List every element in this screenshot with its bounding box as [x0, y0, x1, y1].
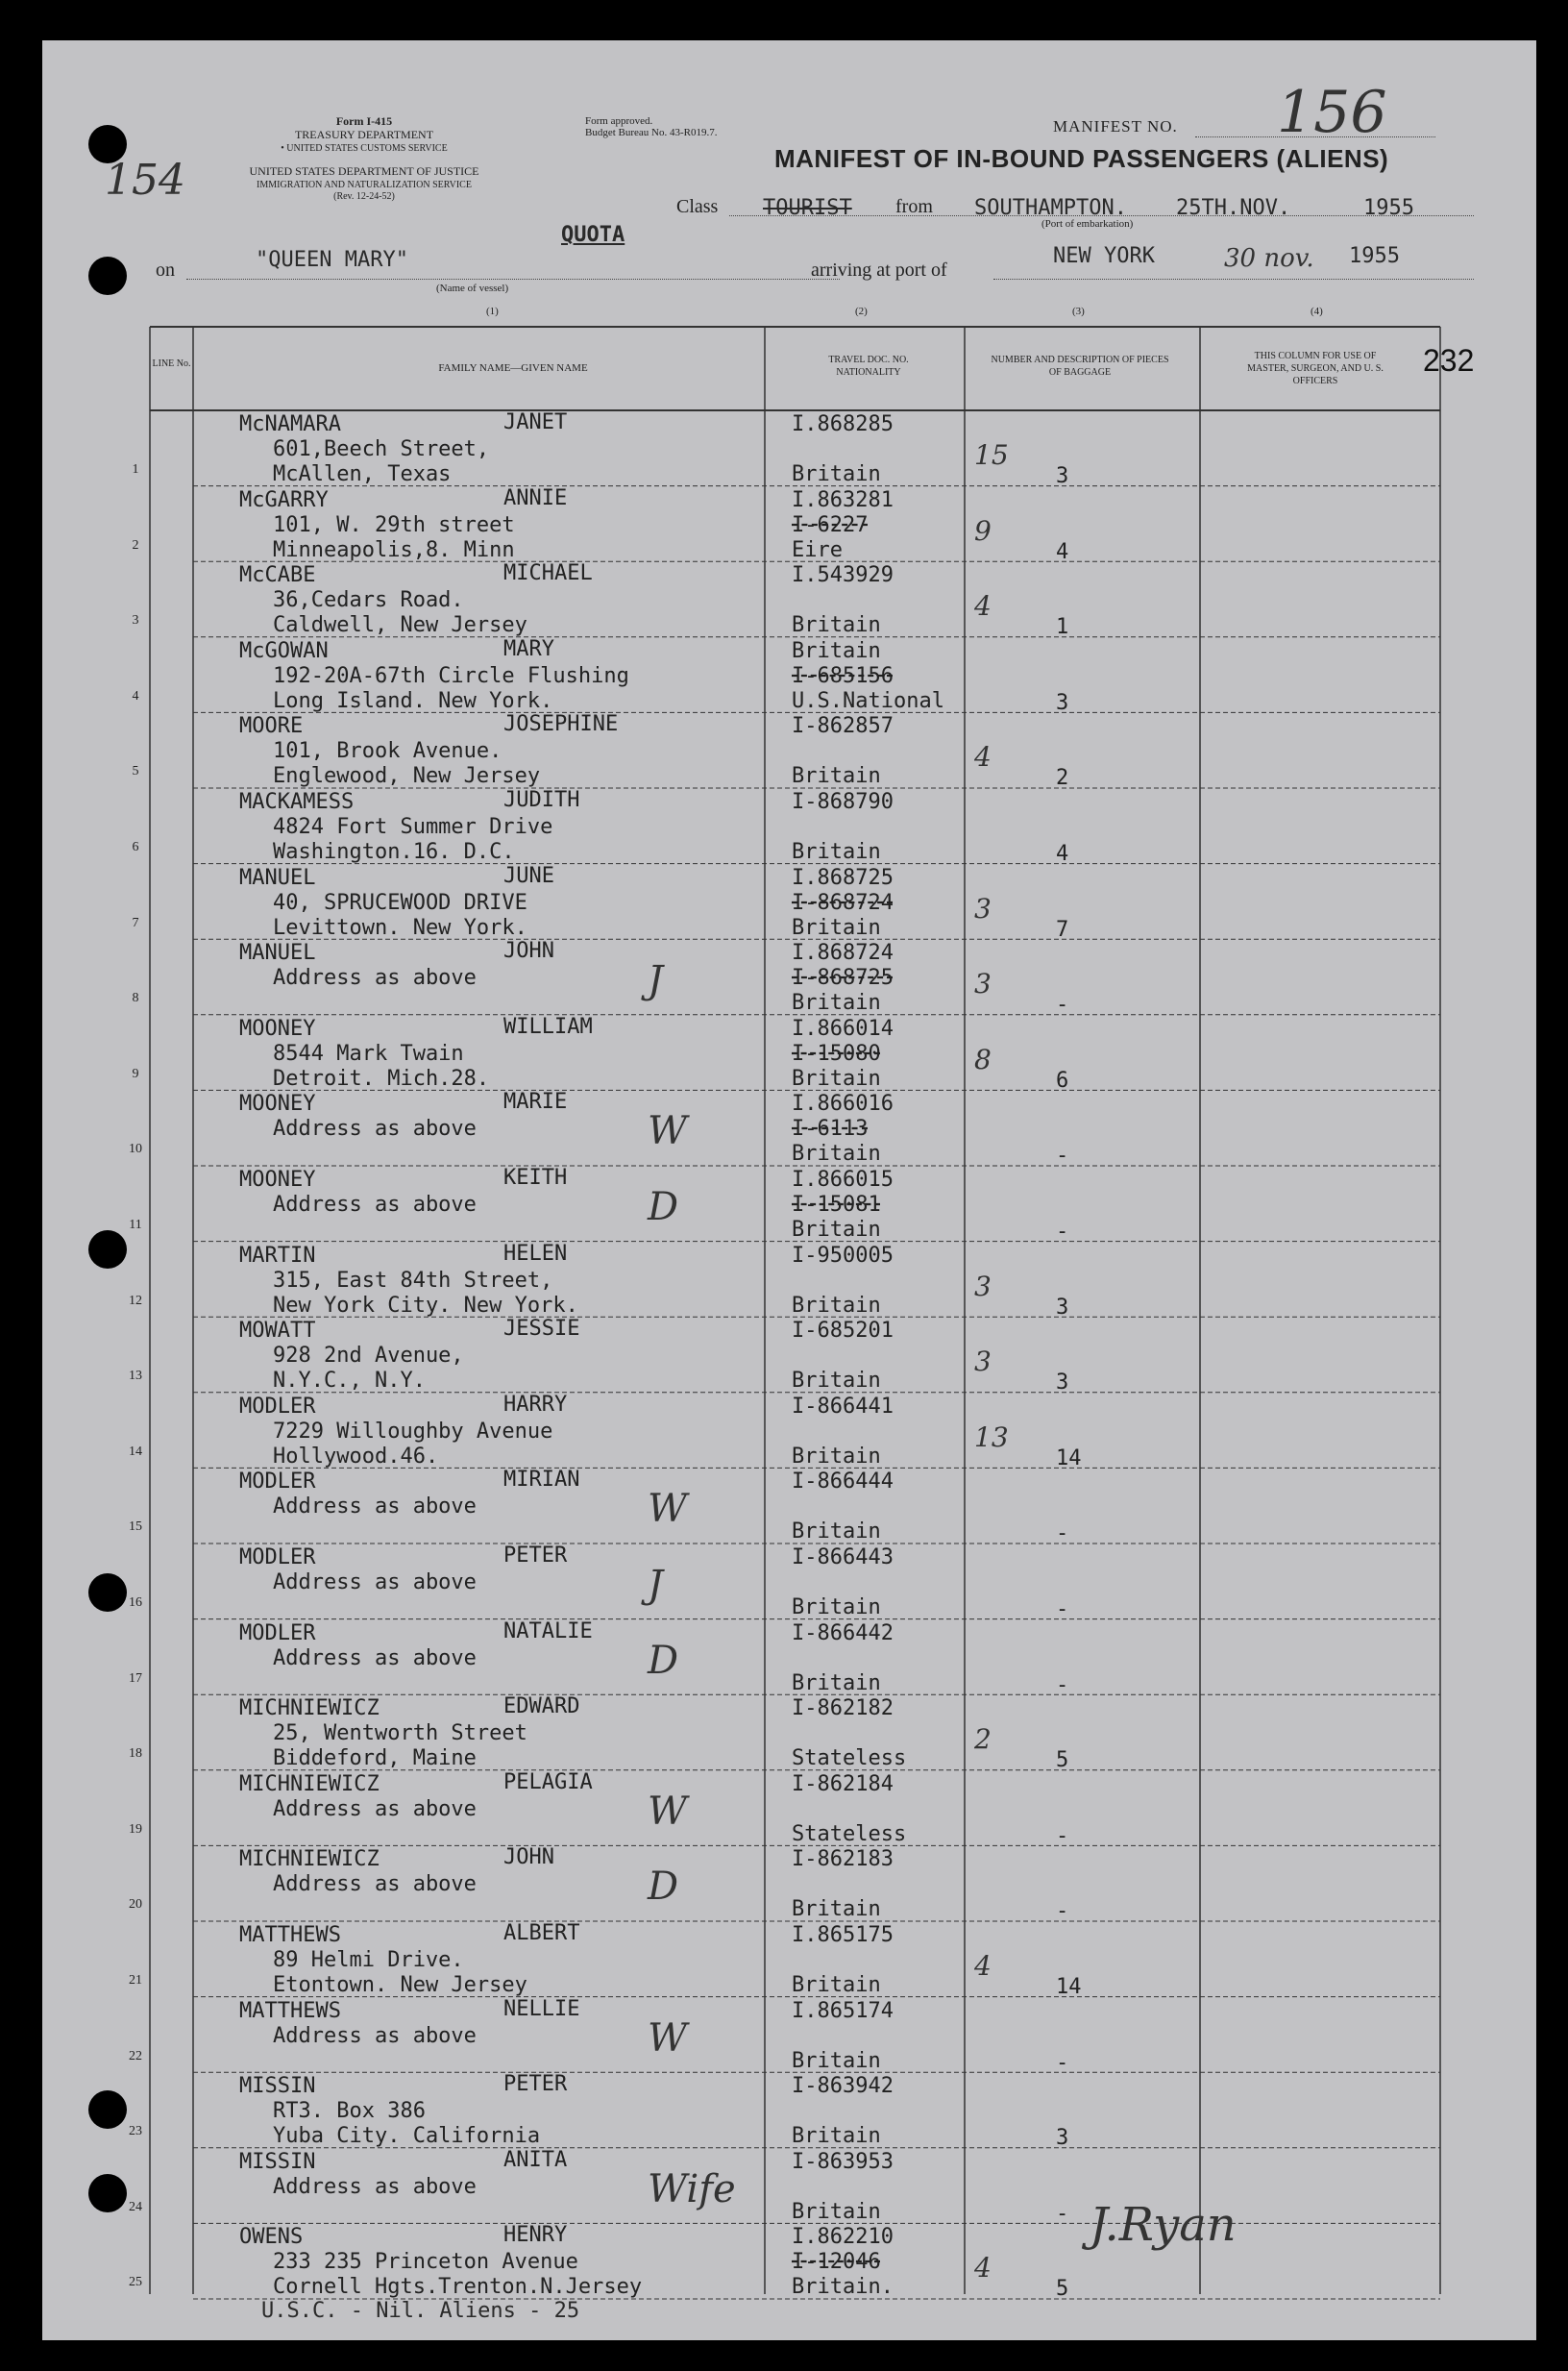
address-line-2: Cornell Hgts.Trenton.N.Jersey [273, 2275, 643, 2300]
baggage-count: 13 [974, 1420, 1009, 1453]
family-name: MODLER [239, 1470, 316, 1494]
arriving-port: NEW YORK [1053, 244, 1155, 268]
address-line-1: 36,Cedars Road. [273, 588, 464, 613]
table-row [42, 486, 1536, 562]
baggage-pieces: - [1056, 1823, 1069, 1848]
vessel-name: "QUEEN MARY" [256, 248, 408, 272]
travel-doc-number: I.865175 [792, 1923, 894, 1947]
given-name: PETER [503, 1544, 568, 1568]
given-name: KEITH [503, 1166, 568, 1190]
given-name: JUDITH [503, 788, 580, 812]
family-name: MACKAMESS [239, 790, 355, 814]
given-name: JUNE [503, 863, 554, 888]
line-number: 17 [129, 1670, 142, 1686]
relation-mark: Wife [648, 2166, 736, 2211]
line-number: 19 [129, 1821, 142, 1837]
baggage-count: 4 [974, 590, 992, 623]
family-name: MARTIN [239, 1243, 316, 1268]
travel-doc-number: Britain [792, 638, 881, 663]
table-row [42, 1544, 1536, 1619]
address-line-1: 25, Wentworth Street [273, 1721, 527, 1746]
baggage-pieces: 14 [1056, 1445, 1082, 1470]
address-line-2: Levittown. New York. [273, 915, 527, 940]
travel-doc-number-2: I-6227 [792, 512, 869, 537]
given-name: MARIE [503, 1090, 568, 1115]
baggage-pieces: 14 [1056, 1975, 1082, 1999]
col-number-2: (2) [855, 306, 868, 317]
address-line-1: Address as above [273, 2023, 477, 2048]
baggage-count: 4 [974, 741, 992, 774]
address-line-1: RT3. Box 386 [273, 2099, 426, 2124]
address-line-2: Hollywood.46. [273, 1444, 439, 1469]
footer-summary: U.S.C. - Nil. Aliens - 25 [261, 2299, 580, 2323]
nationality: Britain [792, 840, 881, 864]
manifest-page [42, 40, 1536, 2340]
address-line-1: Address as above [273, 1796, 477, 1821]
travel-doc-number: I.866016 [792, 1092, 894, 1117]
from-value: SOUTHAMPTON. [974, 196, 1127, 220]
signature: J.Ryan [1090, 2198, 1237, 2252]
travel-doc-number: I-863942 [792, 2074, 894, 2099]
nationality: Britain [792, 991, 881, 1016]
line-number: 24 [129, 2199, 142, 2214]
nationality: Britain [792, 1066, 881, 1091]
justice-department: UNITED STATES DEPARTMENT OF JUSTICE [249, 164, 479, 178]
customs-service: • UNITED STATES CUSTOMS SERVICE [281, 143, 448, 154]
given-name: JANET [503, 410, 568, 434]
table-row [42, 788, 1536, 864]
relation-mark: W [648, 1109, 688, 1154]
baggage-pieces: 6 [1056, 1068, 1069, 1093]
port-embarkation-caption: (Port of embarkation) [1041, 218, 1134, 230]
line-number: 22 [129, 2048, 142, 2063]
manifest-title: MANIFEST OF IN-BOUND PASSENGERS (ALIENS) [774, 144, 1389, 173]
family-name: MICHNIEWICZ [239, 1771, 380, 1796]
address-line-1: 928 2nd Avenue, [273, 1344, 464, 1369]
baggage-pieces: - [1056, 1899, 1069, 1924]
relation-mark: J [648, 1563, 664, 1607]
relation-mark: D [648, 1185, 679, 1229]
nationality: Britain [792, 1519, 881, 1544]
travel-doc-number-2: I-6113 [792, 1117, 869, 1142]
family-name: MOONEY [239, 1016, 316, 1041]
nationality: Britain [792, 2199, 881, 2224]
relation-mark: W [648, 1789, 688, 1834]
address-line-1: Address as above [273, 2174, 477, 2199]
nationality: Britain [792, 1973, 881, 1997]
family-name: McGOWAN [239, 638, 329, 663]
ins-service: IMMIGRATION AND NATURALIZATION SERVICE [257, 180, 472, 190]
address-line-1: 192-20A-67th Circle Flushing [273, 663, 629, 688]
travel-doc-number-2: I-15080 [792, 1041, 881, 1066]
travel-doc-number: I-950005 [792, 1243, 894, 1268]
table-row [42, 1015, 1536, 1091]
table-row [42, 637, 1536, 713]
address-line-2: Etontown. New Jersey [273, 1973, 527, 1997]
line-number: 7 [132, 915, 139, 930]
table-row [42, 712, 1536, 791]
address-line-2: Long Island. New York. [273, 688, 553, 713]
line-number: 5 [132, 764, 139, 779]
baggage-pieces: 3 [1056, 2126, 1069, 2151]
given-name: JOHN [503, 1845, 554, 1870]
table-row [42, 1468, 1536, 1544]
table-row [42, 1393, 1536, 1469]
address-line-1: Address as above [273, 1193, 477, 1217]
nationality: Britain [792, 1444, 881, 1469]
baggage-pieces: 7 [1056, 917, 1069, 942]
table-row [42, 1845, 1536, 1924]
nationality: Britain [792, 1595, 881, 1619]
address-line-2: N.Y.C., N.Y. [273, 1369, 426, 1394]
travel-doc-number: I-868790 [792, 790, 894, 814]
baggage-pieces: - [1056, 1672, 1069, 1697]
table-row [42, 561, 1536, 640]
travel-doc-number: I.865174 [792, 1998, 894, 2023]
baggage-pieces: 3 [1056, 1371, 1069, 1395]
nationality: Britain [792, 1670, 881, 1695]
treasury-department: TREASURY DEPARTMENT [294, 128, 434, 141]
line-number: 20 [129, 1897, 142, 1913]
col-number-1: (1) [486, 306, 499, 317]
family-name: MISSIN [239, 2074, 316, 2099]
baggage-count: 4 [974, 1950, 992, 1982]
line-number: 1 [132, 462, 139, 477]
travel-doc-number: I-862183 [792, 1847, 894, 1872]
header-travel-doc: TRAVEL DOC. NO. NATIONALITY [828, 355, 909, 378]
line-number: 16 [129, 1595, 142, 1610]
relation-mark: W [648, 1487, 688, 1532]
relation-mark: D [648, 1865, 679, 1910]
given-name: ALBERT [503, 1921, 580, 1945]
nationality: Britain. [792, 2275, 894, 2300]
budget-bureau: Budget Bureau No. 43-R019.7. [585, 127, 718, 138]
travel-doc-number: I-685201 [792, 1319, 894, 1344]
family-name: MISSIN [239, 2149, 316, 2174]
baggage-pieces: 5 [1056, 1748, 1069, 1773]
table-row [42, 1317, 1536, 1393]
family-name: MANUEL [239, 941, 316, 966]
page-number: 232 [1423, 343, 1475, 378]
table-row [42, 1242, 1536, 1318]
line-number: 14 [129, 1444, 142, 1459]
nationality: Britain [792, 2124, 881, 2149]
travel-doc-number: I.543929 [792, 563, 894, 588]
travel-doc-number: I-863953 [792, 2149, 894, 2174]
baggage-pieces: 4 [1056, 842, 1069, 866]
address-line-2: Caldwell, New Jersey [273, 613, 527, 638]
address-line-1: 233 235 Princeton Avenue [273, 2250, 578, 2275]
line-number: 18 [129, 1746, 142, 1762]
family-name: MODLER [239, 1394, 316, 1419]
travel-doc-number: I.866015 [792, 1168, 894, 1192]
nationality: Stateless [792, 1746, 907, 1771]
baggage-pieces: - [1056, 2050, 1069, 2075]
form-approved: Form approved. [585, 115, 653, 127]
travel-doc-number: I.863281 [792, 487, 894, 512]
family-name: MOORE [239, 714, 304, 739]
travel-doc-number: I.868724 [792, 941, 894, 966]
address-line-1: 101, W. 29th street [273, 512, 515, 537]
travel-doc-number: I.868285 [792, 412, 894, 436]
address-line-2: Biddeford, Maine [273, 1746, 477, 1771]
baggage-pieces: - [1056, 1144, 1069, 1169]
given-name: PETER [503, 2072, 568, 2097]
relation-mark: D [648, 1638, 679, 1683]
given-name: NATALIE [503, 1618, 593, 1643]
travel-doc-number: I-862182 [792, 1696, 894, 1721]
family-name: McGARRY [239, 487, 329, 512]
nationality: Eire [792, 537, 843, 562]
table-row [42, 1166, 1536, 1242]
baggage-pieces: 1 [1056, 615, 1069, 640]
nationality: Britain [792, 613, 881, 638]
baggage-count: 3 [974, 1346, 992, 1378]
address-line-2: Detroit. Mich.28. [273, 1066, 490, 1091]
baggage-pieces: - [1056, 993, 1069, 1018]
table-row [42, 1997, 1536, 2073]
nationality: Britain [792, 462, 881, 486]
table-row [42, 939, 1536, 1018]
baggage-count: 3 [974, 892, 992, 925]
travel-doc-number-2: I-685156 [792, 663, 894, 688]
baggage-count: 3 [974, 968, 992, 1000]
address-line-1: Address as above [273, 1645, 477, 1670]
line-number: 11 [129, 1218, 142, 1232]
address-line-1: 4824 Fort Summer Drive [273, 815, 553, 839]
line-number: 8 [132, 991, 139, 1006]
given-name: MICHAEL [503, 561, 593, 586]
table-row [42, 2223, 1536, 2302]
baggage-pieces: - [1056, 1521, 1069, 1546]
address-line-1: 101, Brook Avenue. [273, 739, 502, 764]
address-line-2: McAllen, Texas [273, 462, 452, 486]
given-name: JESSIE [503, 1317, 580, 1342]
given-name: WILLIAM [503, 1014, 593, 1039]
travel-doc-number-2: I-868725 [792, 966, 894, 991]
travel-doc-number: I-866443 [792, 1545, 894, 1569]
baggage-pieces: - [1056, 2201, 1069, 2226]
quota-label: QUOTA [561, 223, 625, 247]
line-number: 3 [132, 613, 139, 629]
travel-doc-number: I.862210 [792, 2225, 894, 2250]
family-name: OWENS [239, 2225, 304, 2250]
nationality: Britain [792, 1897, 881, 1922]
nationality: Britain [792, 1142, 881, 1167]
given-name: PELAGIA [503, 1769, 593, 1794]
address-line-1: 89 Helmi Drive. [273, 1948, 464, 1972]
baggage-pieces: - [1056, 1597, 1069, 1621]
given-name: JOHN [503, 939, 554, 964]
family-name: MATTHEWS [239, 1998, 341, 2023]
address-line-1: 601,Beech Street, [273, 437, 490, 461]
line-number: 21 [129, 1973, 142, 1988]
table-row [42, 1770, 1536, 1846]
nationality: U.S.National [792, 688, 944, 713]
travel-doc-number: I-866442 [792, 1620, 894, 1645]
line-number: 12 [129, 1293, 142, 1308]
given-name: MARY [503, 636, 554, 661]
table-row [42, 1921, 1536, 1997]
address-line-2: Minneapolis,8. Minn [273, 537, 515, 562]
table-row [42, 1090, 1536, 1169]
address-line-1: Address as above [273, 1872, 477, 1897]
line-number: 10 [129, 1142, 142, 1157]
arriving-year: 1955 [1349, 244, 1400, 268]
address-line-1: Address as above [273, 1494, 477, 1519]
family-name: McNAMARA [239, 412, 341, 436]
table-row [42, 2072, 1536, 2151]
vessel-caption: (Name of vessel) [436, 283, 509, 294]
family-name: McCABE [239, 563, 316, 588]
address-line-2: Yuba City. California [273, 2124, 541, 2149]
nationality: Britain [792, 1218, 881, 1242]
baggage-count: 8 [974, 1043, 992, 1075]
given-name: ANNIE [503, 485, 568, 510]
departure-year: 1955 [1363, 196, 1414, 220]
baggage-pieces: 3 [1056, 464, 1069, 488]
given-name: EDWARD [503, 1694, 580, 1719]
travel-doc-number: I.866014 [792, 1016, 894, 1041]
given-name: HELEN [503, 1241, 568, 1266]
family-name: MOWATT [239, 1319, 316, 1344]
table-row [42, 1619, 1536, 1695]
line-number: 4 [132, 688, 139, 704]
line-number: 2 [132, 537, 139, 553]
manifest-number: 156 [1277, 79, 1387, 146]
header-baggage: NUMBER AND DESCRIPTION OF PIECES OF BAGGAGE [991, 355, 1169, 378]
baggage-count: 2 [974, 1723, 992, 1756]
address-line-1: 315, East 84th Street, [273, 1268, 553, 1293]
baggage-pieces: 5 [1056, 2277, 1069, 2302]
baggage-pieces: 3 [1056, 1295, 1069, 1320]
baggage-pieces: 3 [1056, 690, 1069, 715]
line-number: 23 [129, 2124, 142, 2139]
nationality: Britain [792, 1293, 881, 1318]
family-name: MODLER [239, 1545, 316, 1569]
family-name: MICHNIEWICZ [239, 1847, 380, 1872]
address-line-1: Address as above [273, 1570, 477, 1594]
baggage-count: 9 [974, 514, 992, 547]
line-number: 9 [132, 1066, 139, 1081]
nationality: Britain [792, 2048, 881, 2073]
baggage-count: 3 [974, 1270, 992, 1302]
class-value: TOURIST [763, 196, 852, 220]
line-number: 25 [129, 2275, 142, 2290]
family-name: MOONEY [239, 1092, 316, 1117]
line-number: 6 [132, 840, 139, 854]
col-number-3: (3) [1072, 306, 1085, 317]
baggage-pieces: - [1056, 1220, 1069, 1244]
family-name: MICHNIEWICZ [239, 1696, 380, 1721]
address-line-1: 40, SPRUCEWOOD DRIVE [273, 890, 527, 915]
on-label: on [156, 259, 175, 281]
header-line-no: LINE No. [152, 358, 191, 369]
table-row [42, 410, 1536, 486]
given-name: HARRY [503, 1392, 568, 1417]
baggage-pieces: 4 [1056, 539, 1069, 564]
table-row [42, 2148, 1536, 2224]
nationality: Britain [792, 764, 881, 789]
class-label: Class [676, 196, 719, 217]
address-line-2: Washington.16. D.C. [273, 840, 515, 864]
departure-date: 25TH.NOV. [1176, 196, 1291, 220]
family-name: MODLER [239, 1620, 316, 1645]
travel-doc-number-2: I-12046 [792, 2250, 881, 2275]
address-line-1: 7229 Willoughby Avenue [273, 1419, 553, 1444]
from-label: from [895, 196, 933, 217]
family-name: MATTHEWS [239, 1923, 341, 1947]
address-line-2: New York City. New York. [273, 1293, 578, 1318]
nationality: Stateless [792, 1821, 907, 1846]
given-name: ANITA [503, 2147, 568, 2172]
given-name: NELLIE [503, 1996, 580, 2021]
address-line-1: Address as above [273, 966, 477, 991]
travel-doc-number: I.868725 [792, 865, 894, 890]
arriving-label: arriving at port of [811, 259, 947, 281]
travel-doc-number: I-866441 [792, 1394, 894, 1419]
arriving-date: 30 nov. [1224, 244, 1314, 273]
baggage-pieces: 2 [1056, 766, 1069, 791]
travel-doc-number-2: I-868724 [792, 890, 894, 915]
revision: (Rev. 12-24-52) [333, 191, 395, 202]
family-name: MANUEL [239, 865, 316, 890]
baggage-count: 4 [974, 2252, 992, 2285]
address-line-1: Address as above [273, 1117, 477, 1142]
given-name: JOSEPHINE [503, 712, 619, 737]
margin-note: 154 [105, 156, 185, 205]
table-row [42, 1694, 1536, 1773]
relation-mark: W [648, 2015, 688, 2061]
nationality: Britain [792, 1369, 881, 1394]
address-line-2: Englewood, New Jersey [273, 764, 541, 789]
travel-doc-number-2: I-15081 [792, 1193, 881, 1217]
given-name: HENRY [503, 2223, 568, 2248]
baggage-count: 15 [974, 439, 1009, 471]
travel-doc-number: I-862184 [792, 1771, 894, 1796]
header-official: THIS COLUMN FOR USE OF MASTER, SURGEON, AND U. S. OFFICERS [1247, 351, 1384, 386]
nationality: Britain [792, 915, 881, 940]
given-name: MIRIAN [503, 1468, 580, 1493]
col-number-4: (4) [1311, 306, 1323, 317]
table-row [42, 864, 1536, 940]
travel-doc-number: I-866444 [792, 1470, 894, 1494]
address-line-1: 8544 Mark Twain [273, 1041, 464, 1066]
header-name: FAMILY NAME—GIVEN NAME [438, 362, 588, 374]
form-number: Form I-415 [335, 114, 393, 128]
line-number: 15 [129, 1519, 142, 1535]
manifest-number-label: MANIFEST NO. [1053, 117, 1178, 136]
relation-mark: J [648, 958, 664, 1003]
travel-doc-number: I-862857 [792, 714, 894, 739]
line-number: 13 [129, 1369, 142, 1384]
family-name: MOONEY [239, 1168, 316, 1192]
